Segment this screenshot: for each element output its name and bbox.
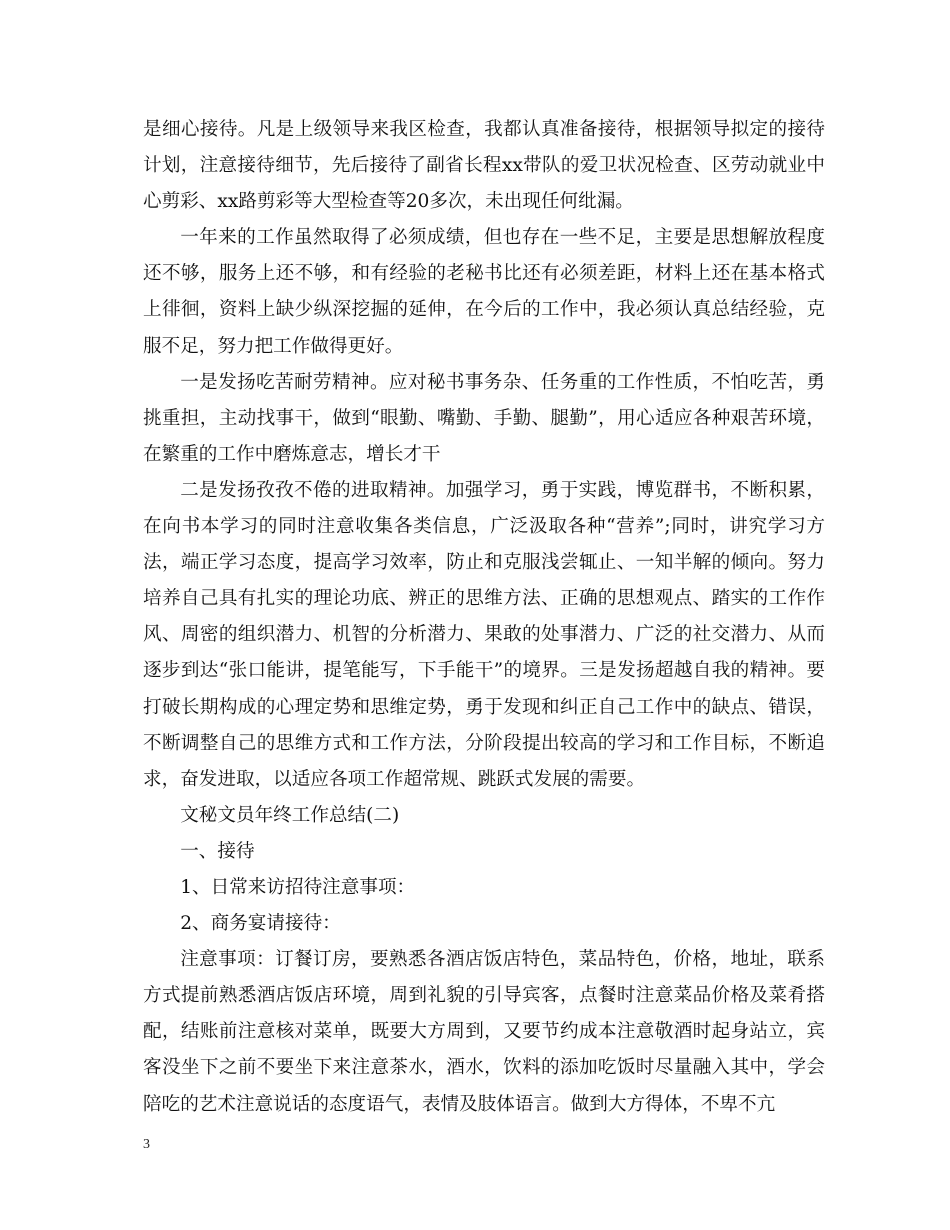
section-title-part-two: 文秘文员年终工作总结(二) [180,804,400,826]
list-item-business-banquet: 2、商务宴请接待： [180,913,341,935]
page-number: 3 [143,1137,150,1152]
paragraph-continued-reception: 是细心接待。凡是上级领导来我区检查，我都认真准备接待，根据领导拟定的接待计划，注意接待细节，先后接待了副省长程xx带队的爱卫状况检查、区劳动就业中心剪彩、xx路剪彩等大型检查等20多次，未出现任何纰漏。 [143,119,825,213]
paragraph-hardworking-spirit: 一是发扬吃苦耐劳精神。应对秘书事务杂、任务重的工作性质，不怕吃苦，勇挑重担，主动找事干，做到“眼勤、嘴勤、手勤、腿勤”，用心适应各种艰苦环境，在繁重的工作中磨炼意志，增长才干 [143,371,825,465]
document-body [143,112,825,1123]
paragraph-banquet-notes: 注意事项：订餐订房，要熟悉各酒店饭店特色，菜品特色，价格，地址，联系方式提前熟悉酒店饭店环境，周到礼貌的引导宾客，点餐时注意菜品价格及菜肴搭配，结账前注意核对菜单，既要大方周到，又要节约成本注意敬酒时起身站立，宾客没坐下之前不要坐下来注意茶水，酒水，饮料的添加吃饭时尽量融入其中，学会陪吃的艺术注意说话的态度语气，表情及肢体语言。做到大方得体，不卑不亢 [143,949,825,1115]
heading-reception: 一、接待 [180,840,255,862]
paragraph-shortcomings: 一年来的工作虽然取得了必须成绩，但也存在一些不足，主要是思想解放程度还不够，服务上还不够，和有经验的老秘书比还有必须差距，材料上还在基本格式上徘徊，资料上缺少纵深挖掘的延伸，在今后的工作中，我必须认真总结经验，克服不足，努力把工作做得更好。 [143,227,825,357]
list-item-daily-visitors: 1、日常来访招待注意事项： [180,876,416,898]
paragraph-learning-spirit: 二是发扬孜孜不倦的进取精神。加强学习，勇于实践，博览群书，不断积累，在向书本学习的同时注意收集各类信息，广泛汲取各种“营养”;同时，讲究学习方法，端正学习态度，提高学习效率，防止和克服浅尝辄止、一知半解的倾向。努力培养自己具有扎实的理论功底、辨正的思维方法、正确的思想观点、踏实的工作作风、周密的组织潜力、机智的分析潜力、果敢的处事潜力、广泛的社交潜力、从而逐步到达“张口能讲，提笔能写，下手能干”的境界。三是发扬超越自我的精神。要打破长期构成的心理定势和思维定势，勇于发现和纠正自己工作中的缺点、错误，不断调整自己的思维方式和工作方法，分阶段提出较高的学习和工作目标，不断追求，奋发进取，以适应各项工作超常规、跳跃式发展的需要。 [143,479,825,790]
